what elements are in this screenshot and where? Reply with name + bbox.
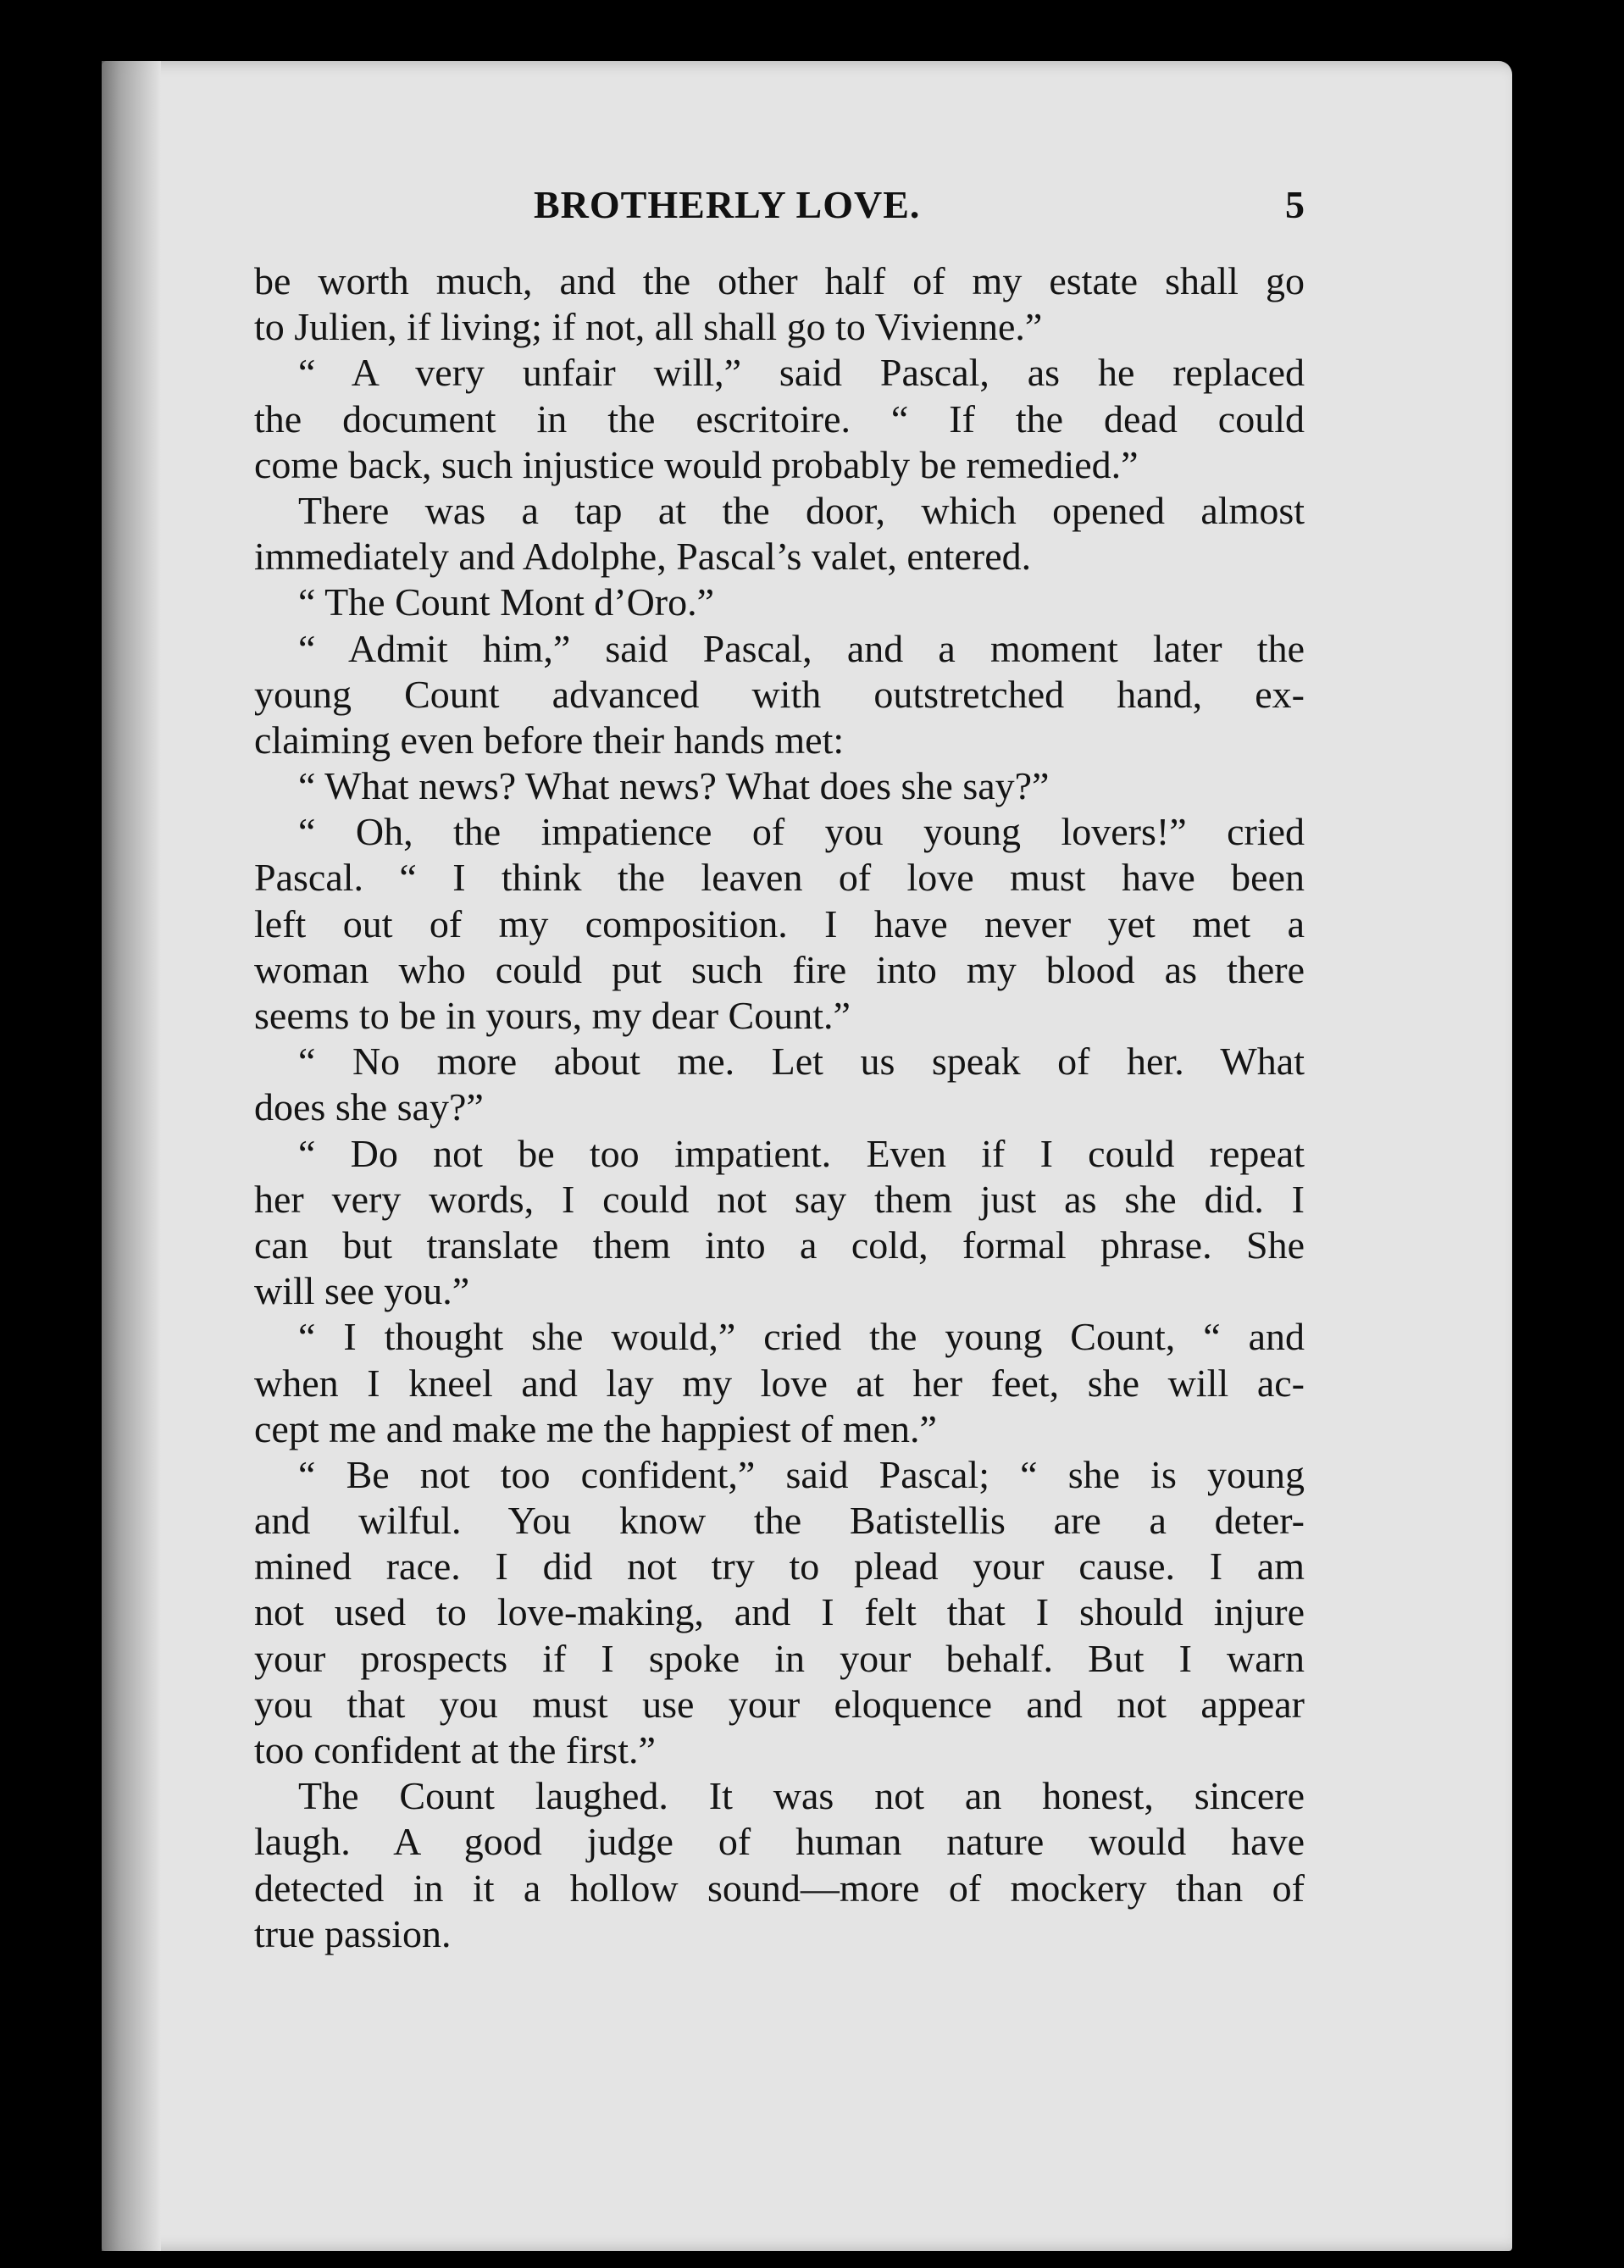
text-line: “ Admit him,” said Pascal, and a moment later the — [298, 626, 1305, 670]
text-line: and wilful. You know the Batistellis are a deter- — [254, 1499, 1305, 1543]
text-line: the document in the escritoire. “ If the dead could — [254, 396, 1305, 441]
text-line: when I kneel and lay my love at her feet, she will ac- — [254, 1361, 1305, 1405]
text-line: “ A very unfair will,” said Pascal, as he replaced — [298, 351, 1305, 395]
text-line: cept me and make me the happiest of men.” — [254, 1406, 937, 1450]
text-line: immediately and Adolphe, Pascal’s valet, entered. — [254, 535, 1032, 579]
text-line: can but translate them into a cold, formal phrase. She — [254, 1223, 1305, 1267]
text-line: The Count laughed. It was not an honest, sincere — [298, 1774, 1305, 1818]
text-line: “ I thought she would,” cried the young Count, “ and — [298, 1315, 1305, 1359]
text-line: mined race. I did not try to plead your cause. I am — [254, 1544, 1305, 1589]
text-line: woman who could put such fire into my blood as there — [254, 947, 1305, 991]
text-line: “ Oh, the impatience of you young lovers!” cried — [298, 810, 1305, 854]
text-line: claiming even before their hands met: — [254, 718, 845, 762]
text-line: to Julien, if living; if not, all shall go to Vivienne.” — [254, 305, 1043, 349]
text-line: be worth much, and the other half of my estate shall go — [254, 259, 1305, 302]
text-line: true passion. — [254, 1911, 452, 1955]
text-line: your prospects if I spoke in your behalf. But I warn — [254, 1636, 1305, 1680]
text-line: will see you.” — [254, 1269, 470, 1313]
text-line: come back, such injustice would probably be remedied.” — [254, 442, 1139, 486]
text-line: left out of my composition. I have never yet met a — [254, 901, 1305, 945]
text-line: “ Be not too confident,” said Pascal; “ she is young — [298, 1452, 1305, 1496]
text-line: detected in it a hollow sound—more of mockery than of — [254, 1866, 1305, 1910]
text-line: too confident at the first.” — [254, 1728, 656, 1772]
page-header — [254, 182, 1305, 241]
text-line: seems to be in yours, my dear Count.” — [254, 994, 851, 1037]
text-line: “ The Count Mont d’Oro.” — [298, 580, 715, 624]
text-line: There was a tap at the door, which opened almost — [298, 488, 1305, 532]
text-line: you that you must use your eloquence and not appear — [254, 1682, 1305, 1726]
text-line: laugh. A good judge of human nature would have — [254, 1820, 1305, 1864]
text-line: does she say?” — [254, 1085, 484, 1129]
page-number: 5 — [1285, 183, 1305, 226]
text-line: not used to love-making, and I felt that I should injure — [254, 1590, 1305, 1634]
running-title: BROTHERLY LOVE. — [534, 183, 921, 226]
text-line: her very words, I could not say them just as she did. I — [254, 1177, 1305, 1221]
page-gutter-shadow — [102, 61, 161, 2251]
text-line: “ No more about me. Let us speak of her. What — [298, 1040, 1305, 1084]
text-line: “ Do not be too impatient. Even if I could repeat — [298, 1131, 1305, 1175]
text-line: “ What news? What news? What does she say?” — [298, 764, 1050, 808]
text-line: young Count advanced with outstretched hand, ex- — [254, 672, 1305, 716]
text-line: Pascal. “ I think the leaven of love must have been — [254, 856, 1305, 900]
body-text — [254, 258, 1305, 1957]
